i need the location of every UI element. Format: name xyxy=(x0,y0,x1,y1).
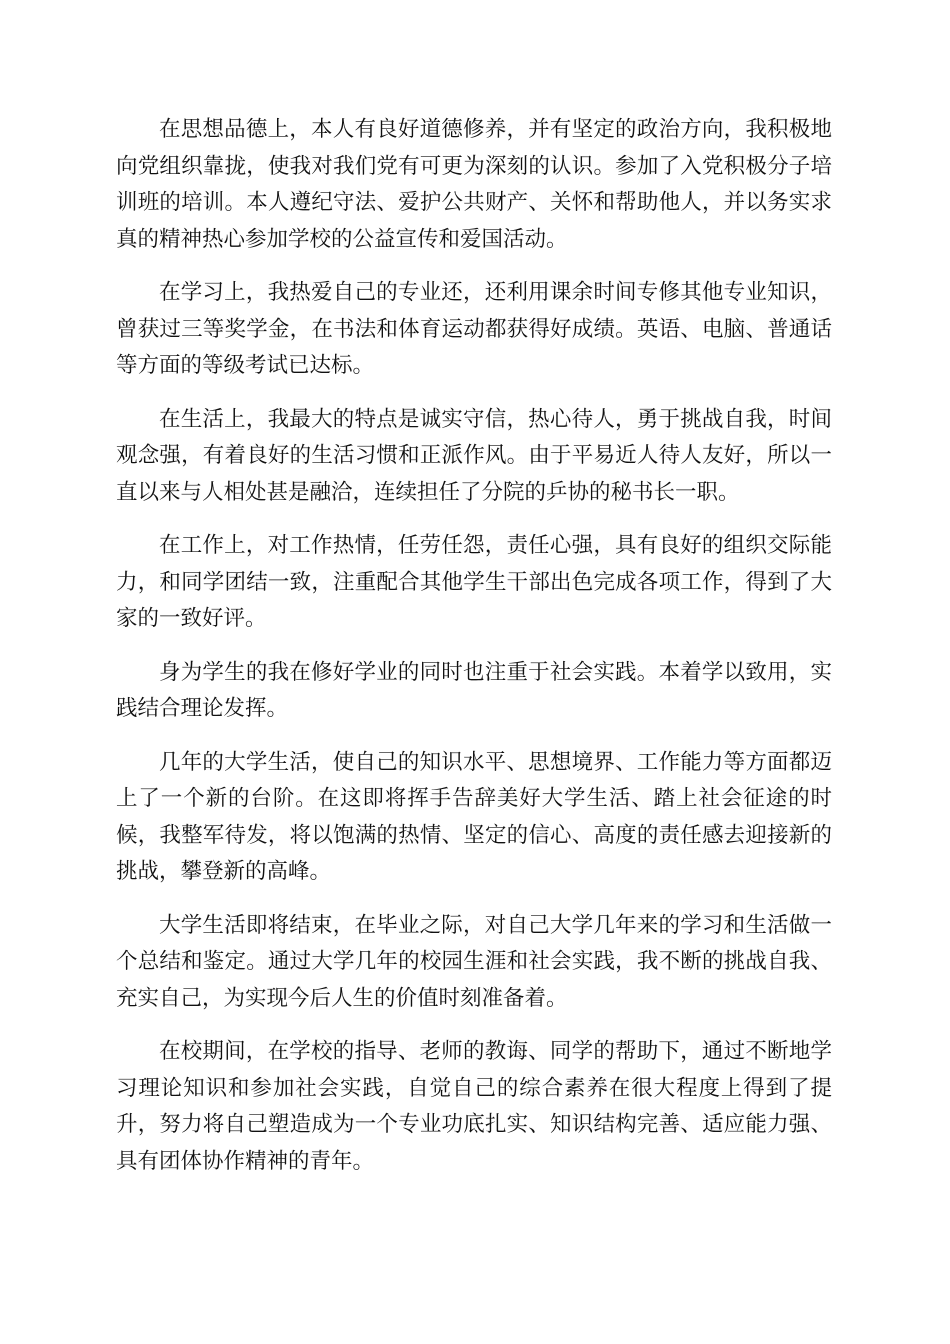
paragraph-growth: 几年的大学生活，使自己的知识水平、思想境界、工作能力等方面都迈上了一个新的台阶。在这即将挥手告辞美好大学生活、踏上社会征途的时候，我整军待发，将以饱满的热情、坚定的信心、高度的责任感去迎接新的挑战，攀登新的高峰。 xyxy=(116,749,832,884)
paragraph-work: 在工作上，对工作热情，任劳任怨，责任心强，具有良好的组织交际能力，和同学团结一致，注重配合其他学生干部出色完成各项工作，得到了大家的一致好评。 xyxy=(116,533,832,631)
paragraph-summary: 大学生活即将结束，在毕业之际，对自己大学几年来的学习和生活做一个总结和鉴定。通过大学几年的校园生涯和社会实践，我不断的挑战自我、充实自己，为实现今后人生的价值时刻准备着。 xyxy=(116,912,832,1011)
paragraph-study: 在学习上，我热爱自己的专业还，还利用课余时间专修其他专业知识，曾获过三等奖学金，在书法和体育运动都获得好成绩。英语、电脑、普通话等方面的等级考试已达标。 xyxy=(116,280,832,378)
document-page xyxy=(116,112,832,1197)
paragraph-life: 在生活上，我最大的特点是诚实守信，热心待人，勇于挑战自我，时间观念强，有着良好的生活习惯和正派作风。由于平易近人待人友好，所以一直以来与人相处甚是融洽，连续担任了分院的乒协的秘书长一职。 xyxy=(116,406,832,505)
paragraph-conclusion: 在校期间，在学校的指导、老师的教诲、同学的帮助下，通过不断地学习理论知识和参加社会实践，自觉自己的综合素养在很大程度上得到了提升，努力将自己塑造成为一个专业功底扎实、知识结构完善、适应能力强、具有团体协作精神的青年。 xyxy=(116,1039,832,1174)
paragraph-practice: 身为学生的我在修好学业的同时也注重于社会实践。本着学以致用，实践结合理论发挥。 xyxy=(116,659,832,721)
paragraph-ideology: 在思想品德上，本人有良好道德修养，并有坚定的政治方向，我积极地向党组织靠拢，使我对我们党有可更为深刻的认识。参加了入党积极分子培训班的培训。本人遵纪守法、爱护公共财产、关怀和帮助他人，并以务实求真的精神热心参加学校的公益宣传和爱国活动。 xyxy=(116,117,832,252)
